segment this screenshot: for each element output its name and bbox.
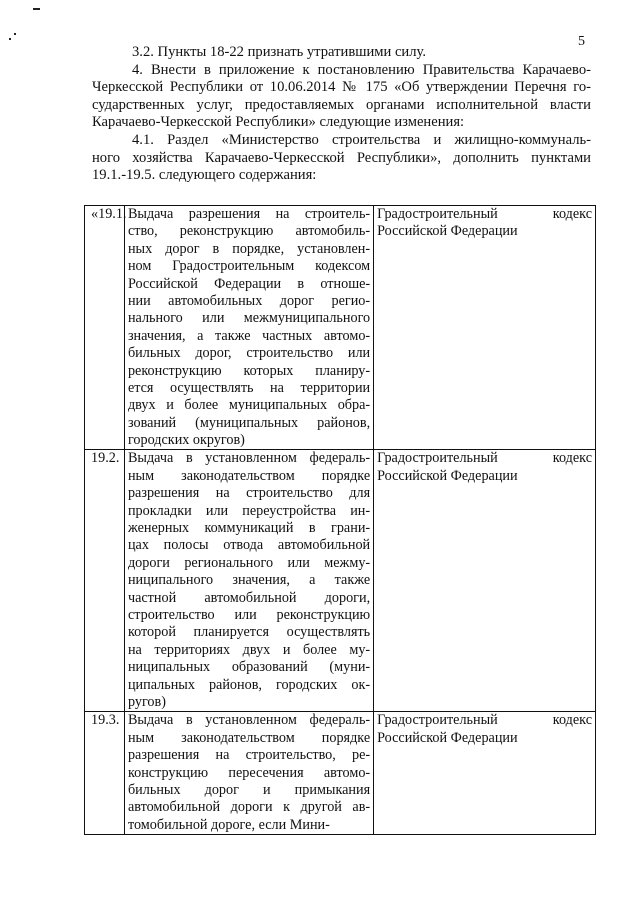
services-table <box>84 205 596 835</box>
legal-basis-line: Градостроительный кодекс <box>377 712 592 729</box>
scan-artifact <box>14 33 16 35</box>
paragraph-line: Черкесской Республики от 10.06.2014 № 175 «Об утверждении Перечня го- <box>92 79 591 96</box>
description-line: ство, реконструкцию автомобиль- <box>127 223 371 240</box>
description-line: автомобильной дороги к другой ав- <box>127 799 371 816</box>
legal-basis <box>374 712 596 835</box>
paragraph-line: 4.1. Раздел «Министерство строительства и жилищно-коммуналь- <box>132 131 591 148</box>
table-row <box>85 206 596 450</box>
description-line: прокладки или переустройства ин- <box>127 502 371 519</box>
description-line: городских округов) <box>127 432 245 449</box>
description-line: реконструкцию которых планиру- <box>127 362 371 379</box>
description-line: Выдача в установленном федераль- <box>127 712 371 729</box>
item-number: «19.1. <box>85 206 125 450</box>
description-line: двух и более муниципальных обра- <box>127 397 371 414</box>
description-line: Выдача разрешения на строитель- <box>127 206 371 222</box>
paragraph-line: сударственных услуг, предоставляемых органами исполнительной власти <box>92 96 591 113</box>
paragraph-line: Карачаево-Черкесской Республики» следующие изменения: <box>92 114 465 131</box>
service-description <box>124 712 373 835</box>
description-line: ется осуществлять на территории <box>127 379 371 396</box>
description-line: ным законодательством порядке <box>127 729 371 746</box>
paragraph-line: 19.1.-19.5. следующего содержания: <box>92 167 317 184</box>
paragraph-line: 3.2. Пункты 18-22 признать утратившими силу. <box>132 44 427 60</box>
legal-basis-line: Российской Федерации <box>377 223 518 240</box>
description-line: на территориях двух и более му- <box>127 641 371 658</box>
description-line: Российской Федерации в отноше- <box>127 275 371 292</box>
description-line: женерных коммуникаций в грани- <box>127 520 371 537</box>
description-line: томобильной дороге, если Мини- <box>127 816 330 833</box>
legal-basis-line: Российской Федерации <box>377 467 518 484</box>
scan-artifact <box>33 8 40 10</box>
service-description <box>124 450 373 712</box>
description-line: которой планируется осуществлять <box>127 624 371 641</box>
description-line: ном Градостроительным кодексом <box>127 258 371 275</box>
legal-basis-line: Градостроительный кодекс <box>377 450 592 467</box>
legal-basis-line: Российской Федерации <box>377 729 518 746</box>
item-number: 19.3. <box>85 712 125 835</box>
description-line: нии автомобильных дорог регио- <box>127 292 371 309</box>
description-line: ных дорог в порядке, установлен- <box>127 240 371 257</box>
description-line: ципальных районов, городских ок- <box>127 676 371 693</box>
scan-artifact <box>9 38 11 40</box>
page-number: 5 <box>578 34 585 49</box>
table-row <box>85 712 596 835</box>
description-line: конструкцию пересечения автомо- <box>127 764 371 781</box>
service-description <box>124 206 373 450</box>
paragraph-line: ного хозяйства Карачаево-Черкесской Республики», дополнить пунктами <box>92 149 591 166</box>
legal-basis-line: Градостроительный кодекс <box>377 206 592 222</box>
description-line: бильных дорог, строительство или <box>127 345 371 362</box>
body-text <box>92 44 591 185</box>
description-line: значения, а также частных автомо- <box>127 327 371 344</box>
description-line: ниципального значения, а также <box>127 572 371 589</box>
description-line: разрешения на строительство, ре- <box>127 747 371 764</box>
legal-basis <box>374 206 596 450</box>
table-row <box>85 450 596 712</box>
description-line: нального или межмуниципального <box>127 310 371 327</box>
paragraph-line: 4. Внести в приложение к постановлению Правительства Карачаево- <box>132 61 591 78</box>
description-line: дороги регионального или межму- <box>127 554 371 571</box>
description-line: цах полосы отвода автомобильной <box>127 537 371 554</box>
description-line: ным законодательством порядке <box>127 467 371 484</box>
description-line: частной автомобильной дороги, <box>127 589 371 606</box>
description-line: строительство или реконструкцию <box>127 606 371 623</box>
description-line: Выдача в установленном федераль- <box>127 450 371 467</box>
description-line: разрешения на строительство для <box>127 485 371 502</box>
description-line: зований (муниципальных районов, <box>127 414 371 431</box>
legal-basis <box>374 450 596 712</box>
description-line: бильных дорог и примыкания <box>127 781 371 798</box>
description-line: ругов) <box>127 693 166 710</box>
description-line: ниципальных образований (муни- <box>127 659 371 676</box>
item-number: 19.2. <box>85 450 125 712</box>
